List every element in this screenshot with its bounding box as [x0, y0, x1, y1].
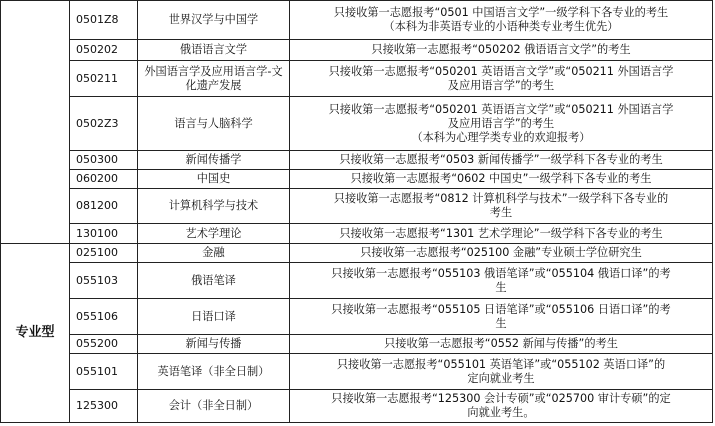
- table-row: [1, 61, 713, 97]
- professional-group-label: 专业型: [1, 244, 70, 423]
- admission-requirement: 只接收第一志愿报考“0602 中国史”一级学科下各专业的考生: [290, 170, 713, 189]
- program-name: 艺术学理论: [138, 224, 290, 244]
- program-name: 俄语笔译: [138, 263, 290, 299]
- admission-requirement: 只接收第一志愿报考“050201 英语语言文学”或“050211 外国语言学 及应用语言学”的考生: [290, 61, 713, 97]
- admission-requirement: 只接收第一志愿报考“0812 计算机科学与技术”一级学科下各专业的 考生: [290, 189, 713, 224]
- program-name: 语言与人脑科学: [138, 97, 290, 151]
- admission-requirement: 只接收第一志愿报考“125300 会计专硕”或“025700 审计专硕”的定 向就业考生。: [290, 390, 713, 423]
- table-row: [1, 244, 713, 263]
- admission-requirement: 只接收第一志愿报考“055105 日语笔译”或“055106 日语口译”的考 生: [290, 299, 713, 335]
- program-name: 世界汉学与中国学: [138, 1, 290, 40]
- program-name: 新闻与传播: [138, 335, 290, 354]
- program-code: 0502Z3: [70, 97, 138, 151]
- program-code: 050202: [70, 40, 138, 61]
- program-code: 050211: [70, 61, 138, 97]
- admission-requirement: 只接收第一志愿报考“0501 中国语言文学”一级学科下各专业的考生 （本科为非英语专业的小语种类专业考生优先）: [290, 1, 713, 40]
- program-code: 025100: [70, 244, 138, 263]
- admission-requirement: 只接收第一志愿报考“025100 金融”专业硕士学位研究生: [290, 244, 713, 263]
- table-row: [1, 1, 713, 40]
- table-row: [1, 335, 713, 354]
- program-code: 055106: [70, 299, 138, 335]
- admission-requirement: 只接收第一志愿报考“1301 艺术学理论”一级学科下各专业的考生: [290, 224, 713, 244]
- program-code: 055101: [70, 354, 138, 390]
- admission-requirement: 只接收第一志愿报考“055101 英语笔译”或“055102 英语口译”的 定向就业考生: [290, 354, 713, 390]
- program-code: 0501Z8: [70, 1, 138, 40]
- program-code: 055103: [70, 263, 138, 299]
- program-name: 俄语语言文学: [138, 40, 290, 61]
- program-name: 计算机科学与技术: [138, 189, 290, 224]
- admission-requirement: 只接收第一志愿报考“0552 新闻与传播”的考生: [290, 335, 713, 354]
- admission-requirement: 只接收第一志愿报考“055103 俄语笔译”或“055104 俄语口译”的考 生: [290, 263, 713, 299]
- table-row: [1, 224, 713, 244]
- table-row: [1, 151, 713, 170]
- academic-group-cell: [1, 1, 70, 244]
- program-code: 130100: [70, 224, 138, 244]
- program-code: 050300: [70, 151, 138, 170]
- admission-requirement: 只接收第一志愿报考“050202 俄语语言文学”的考生: [290, 40, 713, 61]
- program-code: 125300: [70, 390, 138, 423]
- program-name: 日语口译: [138, 299, 290, 335]
- table-row: [1, 299, 713, 335]
- admission-requirement: 只接收第一志愿报考“0503 新闻传播学”一级学科下各专业的考生: [290, 151, 713, 170]
- program-name: 金融: [138, 244, 290, 263]
- table-row: [1, 263, 713, 299]
- table-row: [1, 354, 713, 390]
- program-code: 055200: [70, 335, 138, 354]
- program-name: 中国史: [138, 170, 290, 189]
- program-name: 会计（非全日制）: [138, 390, 290, 423]
- table-row: [1, 170, 713, 189]
- table-row: [1, 40, 713, 61]
- program-name: 新闻传播学: [138, 151, 290, 170]
- table-row: [1, 97, 713, 151]
- program-name: 英语笔译（非全日制）: [138, 354, 290, 390]
- table-row: [1, 189, 713, 224]
- program-name: 外国语言学及应用语言学-文化遗产发展: [138, 61, 290, 97]
- admission-requirement: 只接收第一志愿报考“050201 英语语言文学”或“050211 外国语言学 及应用语言学”的考生 （本科为心理学类专业的欢迎报考）: [290, 97, 713, 151]
- program-code: 081200: [70, 189, 138, 224]
- program-code: 060200: [70, 170, 138, 189]
- table-row: [1, 390, 713, 423]
